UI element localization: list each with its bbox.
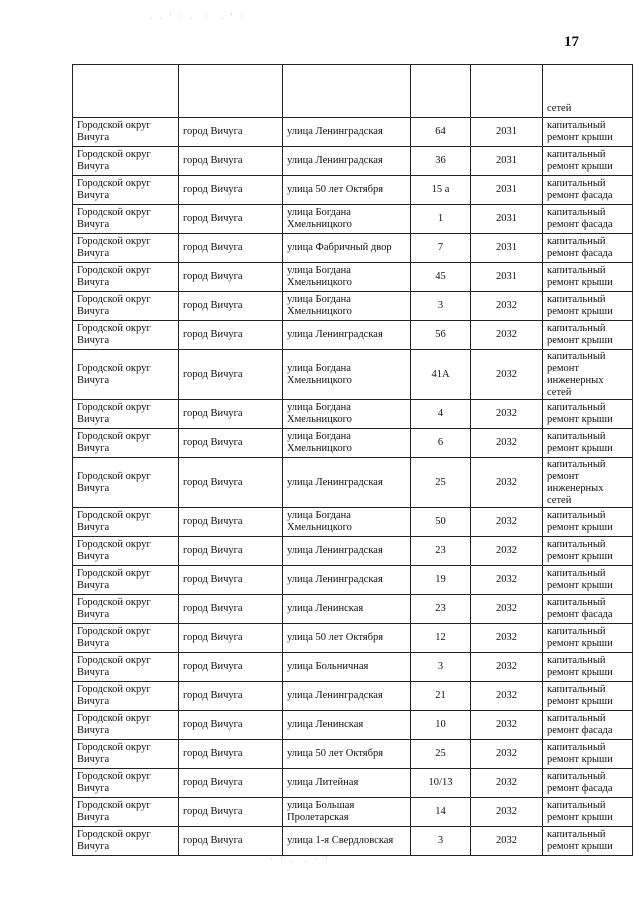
work-type-cell: капитальный ремонт крыши [543,429,633,458]
work-type-cell: капитальный ремонт крыши [543,537,633,566]
settlement-cell: город Вичуга [179,429,283,458]
work-type-cell: капитальный ремонт фасада [543,176,633,205]
work-type-cell: капитальный ремонт крыши [543,321,633,350]
scan-noise-bottom: · ' . . · ' [270,855,331,864]
street-cell: улица 50 лет Октября [283,176,411,205]
settlement-cell: город Вичуга [179,147,283,176]
settlement-cell: город Вичуга [179,321,283,350]
table-row [73,400,633,429]
table-row [73,429,633,458]
work-type-cell: капитальный ремонт крыши [543,400,633,429]
work-type-cell: капитальный ремонт крыши [543,798,633,827]
work-type-cell: капитальный ремонт фасада [543,205,633,234]
year-cell: 2032 [471,711,543,740]
year-cell: 2032 [471,740,543,769]
street-cell: улица Большая Пролетарская [283,798,411,827]
municipality-cell: Городской округ Вичуга [73,682,179,711]
year-cell: 2032 [471,350,543,400]
table-row [73,682,633,711]
table-row [73,263,633,292]
street-cell: улица Богдана Хмельницкого [283,400,411,429]
street-cell: улица Ленинская [283,595,411,624]
street-cell: улица Богдана Хмельницкого [283,292,411,321]
house-number-cell: 36 [411,147,471,176]
house-number-cell: 6 [411,429,471,458]
year-cell [471,65,543,118]
house-number-cell: 21 [411,682,471,711]
table-row [73,769,633,798]
street-cell: улица Литейная [283,769,411,798]
municipality-cell [73,65,179,118]
settlement-cell: город Вичуга [179,595,283,624]
settlement-cell: город Вичуга [179,653,283,682]
settlement-cell: город Вичуга [179,176,283,205]
municipality-cell: Городской округ Вичуга [73,653,179,682]
street-cell: улица Ленинская [283,711,411,740]
settlement-cell: город Вичуга [179,263,283,292]
table-row [73,537,633,566]
settlement-cell: город Вичуга [179,682,283,711]
street-cell: улица Ленинградская [283,682,411,711]
municipality-cell: Городской округ Вичуга [73,595,179,624]
street-cell: улица 50 лет Октября [283,624,411,653]
year-cell: 2032 [471,292,543,321]
table-row [73,798,633,827]
street-cell: улица Ленинградская [283,458,411,508]
table-row [73,234,633,263]
work-type-cell: капитальный ремонт крыши [543,263,633,292]
work-type-cell: капитальный ремонт крыши [543,147,633,176]
street-cell: улица Богдана Хмельницкого [283,205,411,234]
municipality-cell: Городской округ Вичуга [73,292,179,321]
year-cell: 2032 [471,321,543,350]
house-number-cell: 50 [411,508,471,537]
table-row [73,508,633,537]
settlement-cell: город Вичуга [179,740,283,769]
work-type-cell: капитальный ремонт крыши [543,740,633,769]
house-number-cell: 25 [411,740,471,769]
municipality-cell: Городской округ Вичуга [73,566,179,595]
table-row [73,566,633,595]
year-cell: 2031 [471,234,543,263]
year-cell: 2032 [471,653,543,682]
settlement-cell: город Вичуга [179,798,283,827]
municipality-cell: Городской округ Вичуга [73,118,179,147]
municipality-cell: Городской округ Вичуга [73,263,179,292]
year-cell: 2032 [471,595,543,624]
street-cell: улица 50 лет Октября [283,740,411,769]
year-cell: 2032 [471,566,543,595]
continued-header-row [73,65,633,118]
street-cell: улица Ленинградская [283,566,411,595]
year-cell: 2031 [471,176,543,205]
settlement-cell: город Вичуга [179,827,283,856]
year-cell: 2032 [471,400,543,429]
street-cell: улица Богдана Хмельницкого [283,350,411,400]
year-cell: 2031 [471,263,543,292]
work-type-cell: капитальный ремонт инженерных сетей [543,458,633,508]
house-number-cell: 41А [411,350,471,400]
house-number-cell: 25 [411,458,471,508]
house-number-cell: 10 [411,711,471,740]
house-number-cell: 45 [411,263,471,292]
page-number: 17 [564,34,579,50]
table-row [73,653,633,682]
house-number-cell: 56 [411,321,471,350]
settlement-cell: город Вичуга [179,400,283,429]
municipality-cell: Городской округ Вичуга [73,827,179,856]
table-row [73,827,633,856]
municipality-cell: Городской округ Вичуга [73,234,179,263]
work-type-cell: капитальный ремонт крыши [543,827,633,856]
house-number-cell: 14 [411,798,471,827]
repair-schedule-table [72,64,633,856]
work-type-cell: капитальный ремонт крыши [543,566,633,595]
municipality-cell: Городской округ Вичуга [73,537,179,566]
scan-noise-top: . . ' · . · . ' · [150,12,246,21]
house-number-cell: 64 [411,118,471,147]
year-cell: 2032 [471,537,543,566]
settlement-cell: город Вичуга [179,537,283,566]
year-cell: 2032 [471,508,543,537]
house-number-cell: 23 [411,537,471,566]
table-row [73,350,633,400]
municipality-cell: Городской округ Вичуга [73,429,179,458]
house-number-cell: 3 [411,653,471,682]
municipality-cell: Городской округ Вичуга [73,350,179,400]
municipality-cell: Городской округ Вичуга [73,147,179,176]
year-cell: 2032 [471,458,543,508]
table-row [73,711,633,740]
house-number-cell: 15 а [411,176,471,205]
work-type-cell: капитальный ремонт фасада [543,769,633,798]
street-cell: улица 1-я Свердловская [283,827,411,856]
municipality-cell: Городской округ Вичуга [73,798,179,827]
settlement-cell: город Вичуга [179,118,283,147]
street-cell [283,65,411,118]
street-cell: улица Ленинградская [283,118,411,147]
municipality-cell: Городской округ Вичуга [73,624,179,653]
municipality-cell: Городской округ Вичуга [73,769,179,798]
year-cell: 2031 [471,147,543,176]
house-number-cell: 19 [411,566,471,595]
year-cell: 2032 [471,827,543,856]
street-cell: улица Ленинградская [283,147,411,176]
street-cell: улица Больничная [283,653,411,682]
year-cell: 2031 [471,205,543,234]
house-number-cell: 1 [411,205,471,234]
street-cell: улица Богдана Хмельницкого [283,429,411,458]
municipality-cell: Городской округ Вичуга [73,176,179,205]
work-type-cell: капитальный ремонт крыши [543,292,633,321]
year-cell: 2032 [471,624,543,653]
table-row [73,205,633,234]
municipality-cell: Городской округ Вичуга [73,508,179,537]
table-row [73,321,633,350]
table-row [73,292,633,321]
work-type-cell: капитальный ремонт фасада [543,711,633,740]
street-cell: улица Фабричный двор [283,234,411,263]
house-number-cell: 7 [411,234,471,263]
work-type-cell: капитальный ремонт крыши [543,653,633,682]
year-cell: 2031 [471,118,543,147]
table-row [73,624,633,653]
street-cell: улица Богдана Хмельницкого [283,263,411,292]
year-cell: 2032 [471,682,543,711]
year-cell: 2032 [471,429,543,458]
work-type-cell: капитальный ремонт крыши [543,624,633,653]
table-row [73,176,633,205]
settlement-cell: город Вичуга [179,292,283,321]
municipality-cell: Городской округ Вичуга [73,400,179,429]
settlement-cell: город Вичуга [179,711,283,740]
house-cell [411,65,471,118]
municipality-cell: Городской округ Вичуга [73,711,179,740]
work-type-cell: сетей [543,65,633,118]
settlement-cell: город Вичуга [179,458,283,508]
settlement-cell: город Вичуга [179,566,283,595]
street-cell: улица Ленинградская [283,537,411,566]
settlement-cell: город Вичуга [179,234,283,263]
municipality-cell: Городской округ Вичуга [73,740,179,769]
table-row [73,458,633,508]
year-cell: 2032 [471,798,543,827]
municipality-cell: Городской округ Вичуга [73,321,179,350]
street-cell: улица Богдана Хмельницкого [283,508,411,537]
work-type-cell: капитальный ремонт крыши [543,682,633,711]
table-row [73,595,633,624]
house-number-cell: 23 [411,595,471,624]
work-type-cell: капитальный ремонт фасада [543,595,633,624]
year-cell: 2032 [471,769,543,798]
house-number-cell: 12 [411,624,471,653]
house-number-cell: 10/13 [411,769,471,798]
municipality-cell: Городской округ Вичуга [73,205,179,234]
house-number-cell: 3 [411,827,471,856]
settlement-cell: город Вичуга [179,769,283,798]
work-type-cell: капитальный ремонт инженерных сетей [543,350,633,400]
settlement-cell: город Вичуга [179,350,283,400]
house-number-cell: 3 [411,292,471,321]
table-row [73,118,633,147]
work-type-cell: капитальный ремонт фасада [543,234,633,263]
work-type-cell: капитальный ремонт крыши [543,118,633,147]
settlement-cell: город Вичуга [179,205,283,234]
settlement-cell: город Вичуга [179,624,283,653]
table-row [73,147,633,176]
settlement-cell [179,65,283,118]
table-row [73,740,633,769]
work-type-cell: капитальный ремонт крыши [543,508,633,537]
house-number-cell: 4 [411,400,471,429]
municipality-cell: Городской округ Вичуга [73,458,179,508]
street-cell: улица Ленинградская [283,321,411,350]
settlement-cell: город Вичуга [179,508,283,537]
